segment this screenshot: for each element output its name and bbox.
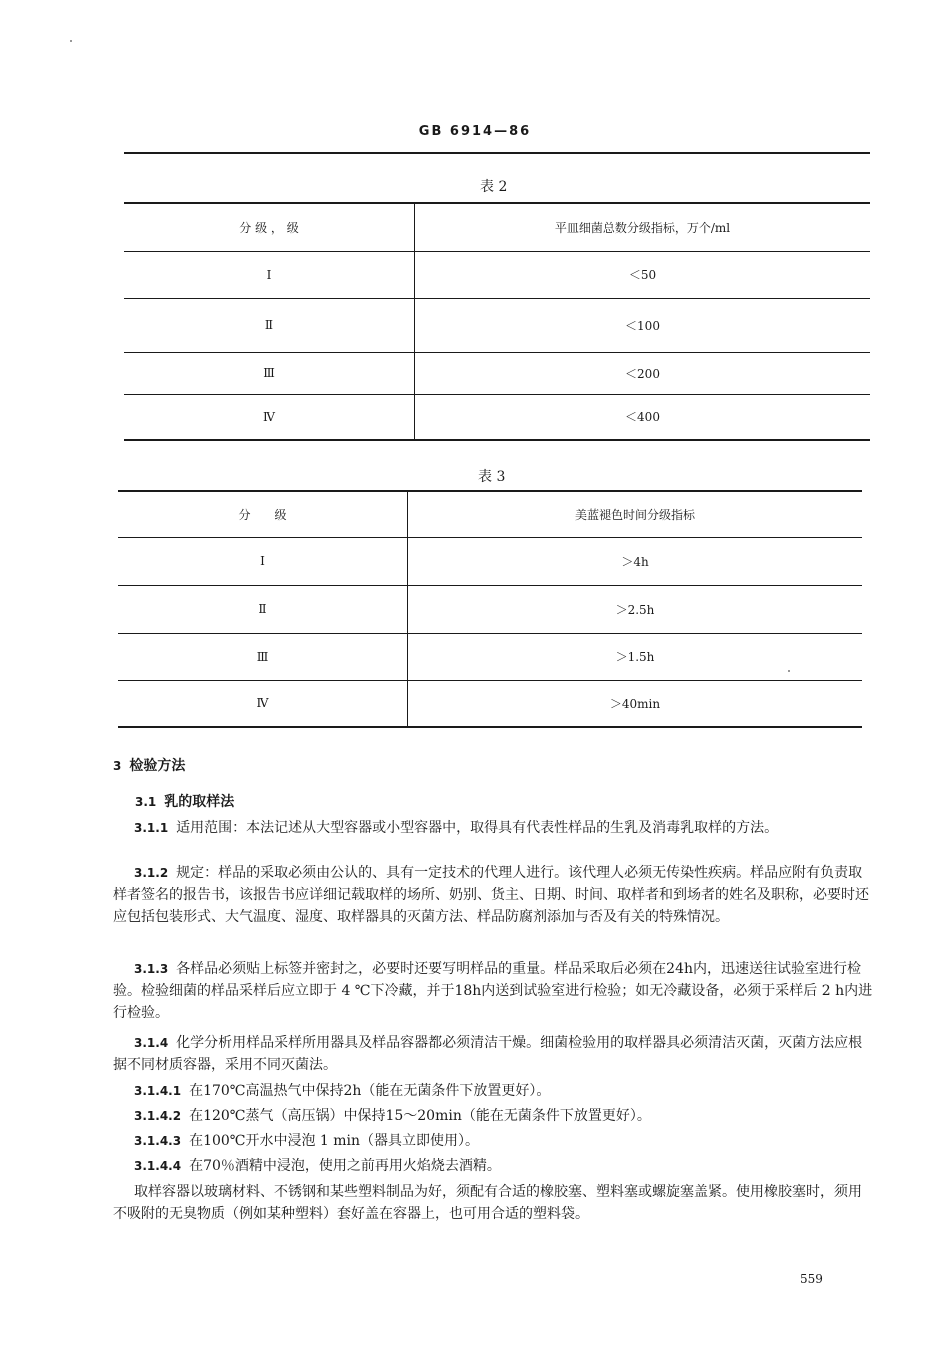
- value-cell: ＞2.5h: [408, 585, 863, 633]
- clause-text: 各样品必须贴上标签并密封之，必要时还要写明样品的重量。样品采取后必须在24h内，迅速送往试验室进行检验。检验细菌的样品采样后应立即于 4 ℃下冷藏，并于18h内送到试验室进行检验；如无冷藏设备，必须于采样后 2 h内进行检验。: [113, 961, 873, 1021]
- clause-text: 在120℃蒸气（高压锅）中保持15～20min（能在无菌条件下放置更好）。: [189, 1108, 651, 1124]
- clause-text: 规定：样品的采取必须由公认的、具有一定技术的代理人进行。该代理人必须无传染性疾病。样品应附有负责取样者签名的报告书，该报告书应详细记载取样的场所、奶别、货主、日期、时间、取样者和到场者的姓名及职称，必要时还应包括包装形式、大气温度、湿度、取样器具的灭菌方法、样品防腐剂添加与否及有关的特殊情况。: [113, 865, 869, 925]
- grade-cell: Ⅳ: [118, 680, 408, 727]
- closing-paragraph: [113, 1181, 873, 1225]
- value-cell: ＞1.5h: [408, 633, 863, 680]
- clause-number: 3.1.2: [134, 866, 169, 880]
- table3-caption: 表 3: [478, 469, 506, 485]
- clause-number: 3.1.4.2: [134, 1109, 182, 1123]
- table2-col1-header: 分 级 ， 级: [124, 203, 415, 251]
- grade-cell: Ⅲ: [118, 633, 408, 680]
- value-cell: ＜400: [415, 394, 871, 440]
- grade-cell: Ⅳ: [124, 394, 415, 440]
- table-row: [118, 537, 862, 585]
- table3-col2-header: 美蓝褪色时间分级指标: [408, 491, 863, 537]
- clause-3-1-4-4: [113, 1155, 873, 1177]
- clause-3-1-1: [113, 817, 873, 839]
- clause-3-1-4-1: [113, 1080, 873, 1102]
- clause-number: 3.1.3: [134, 962, 169, 976]
- clause-3-1-3: [113, 958, 873, 1024]
- table3: [118, 490, 862, 728]
- page-number: 559: [800, 1272, 823, 1286]
- table-row: [124, 251, 870, 298]
- table-row: [124, 394, 870, 440]
- value-cell: ＞40min: [408, 680, 863, 727]
- section-title: 检验方法: [129, 758, 186, 774]
- standard-header: GB 6914—86: [418, 124, 532, 139]
- clause-text: 适用范围：本法记述从大型容器或小型容器中，取得具有代表性样品的生乳及消毒乳取样的方法。: [176, 820, 779, 836]
- grade-cell: Ⅰ: [124, 251, 415, 298]
- clause-number: 3.1.4: [134, 1036, 169, 1050]
- closing-text: 取样容器以玻璃材料、不锈钢和某些塑料制品为好，须配有合适的橡胶塞、塑料塞或螺旋塞盖紧。使用橡胶塞时，须用不吸附的无臭物质（例如某种塑料）套好盖在容器上，也可用合适的塑料袋。: [113, 1184, 862, 1222]
- section-number: 3: [113, 759, 122, 773]
- table2-caption: 表 2: [480, 179, 508, 195]
- table-header-row: [124, 203, 870, 251]
- value-cell: ＞4h: [408, 537, 863, 585]
- table-header-row: [118, 491, 862, 537]
- clause-3-1-4: [113, 1032, 873, 1076]
- section-3-1-heading: [113, 791, 873, 813]
- scan-speck: [788, 670, 790, 672]
- value-cell: ＜50: [415, 251, 871, 298]
- clause-3-1-2: [113, 862, 873, 928]
- clause-3-1-4-2: [113, 1105, 873, 1127]
- table2: [124, 202, 870, 441]
- clause-number: 3.1.1: [134, 821, 169, 835]
- table-row: [124, 298, 870, 352]
- clause-number: 3.1.4.3: [134, 1134, 182, 1148]
- clause-number: 3.1.4.1: [134, 1084, 182, 1098]
- table2-col2-header: 平皿细菌总数分级指标，万个/ml: [415, 203, 871, 251]
- clause-3-1-4-3: [113, 1130, 873, 1152]
- clause-number: 3.1.4.4: [134, 1159, 182, 1173]
- scan-speck: [70, 40, 72, 42]
- grade-cell: Ⅰ: [118, 537, 408, 585]
- clause-text: 在170℃高温热气中保持2h（能在无菌条件下放置更好）。: [189, 1083, 551, 1099]
- section-3-heading: [113, 755, 873, 777]
- table-row: [118, 585, 862, 633]
- grade-cell: Ⅲ: [124, 352, 415, 394]
- value-cell: ＜200: [415, 352, 871, 394]
- section-number: 3.1: [135, 795, 157, 809]
- table-row: [124, 352, 870, 394]
- clause-text: 化学分析用样品采样所用器具及样品容器都必须清洁干燥。细菌检验用的取样器具必须清洁灭菌，灭菌方法应根据不同材质容器，采用不同灭菌法。: [113, 1035, 863, 1073]
- table-row: [118, 633, 862, 680]
- value-cell: ＜100: [415, 298, 871, 352]
- grade-cell: Ⅱ: [118, 585, 408, 633]
- grade-cell: Ⅱ: [124, 298, 415, 352]
- header-rule: [124, 152, 870, 154]
- section-title: 乳的取样法: [164, 794, 235, 810]
- clause-text: 在70％酒精中浸泡，使用之前再用火焰烧去酒精。: [189, 1158, 501, 1174]
- clause-text: 在100℃开水中浸泡 1 min（器具立即使用）。: [189, 1133, 480, 1149]
- table3-col1-header: 分 级: [118, 491, 408, 537]
- table-row: [118, 680, 862, 727]
